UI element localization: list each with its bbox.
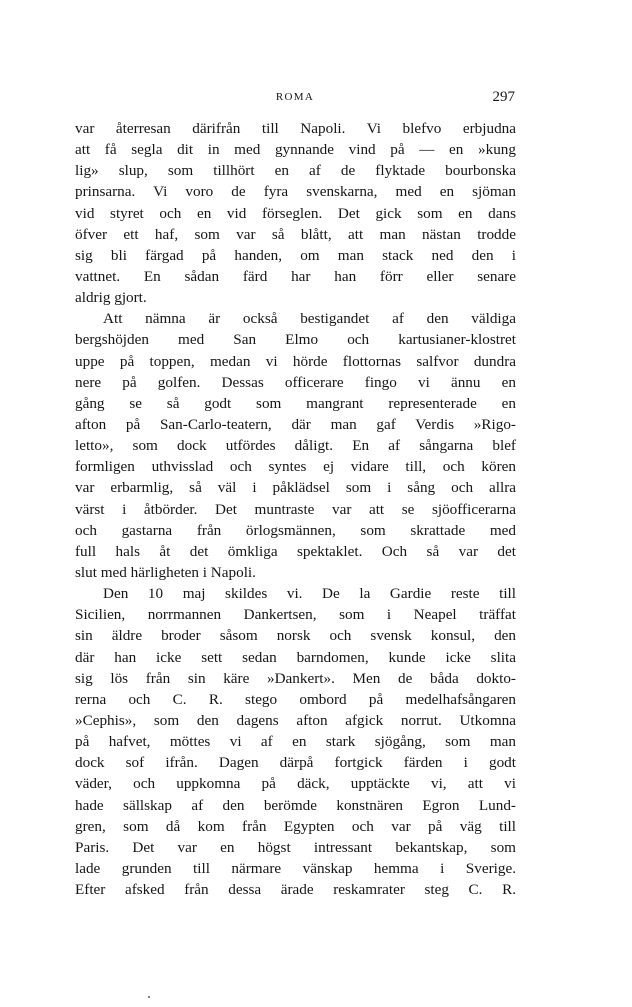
text-line: väder, och uppkomna på däck, upptäckte vi, att vi	[75, 775, 516, 793]
page-speck	[148, 996, 150, 998]
text-line: letto», som dock utfördes dåligt. En af sångarna blef	[75, 437, 516, 455]
text-line: Sicilien, norrmannen Dankertsen, som i Neapel träffat	[75, 606, 516, 624]
text-line: sin äldre broder såsom norsk och svensk konsul, den	[75, 627, 516, 645]
text-line: lig» slup, som tillhört en af de flyktade bourbonska	[75, 162, 516, 180]
text-line: öfver ett haf, som var så blått, att man nästan trodde	[75, 225, 516, 243]
text-line: nere på golfen. Dessas officerare fingo vi ännu en	[75, 373, 516, 391]
text-line: bergshöjden med San Elmo och kartusianer-klostret	[75, 331, 516, 349]
text-line: sig lös från sin käre »Dankert». Men de båda dokto-	[75, 669, 516, 687]
text-line: gång se så godt som mangrant representerade en	[75, 394, 516, 412]
text-line: på hafvet, möttes vi af en stark sjögång, som man	[75, 733, 516, 751]
text-line: Den 10 maj skildes vi. De la Gardie reste till	[103, 585, 516, 603]
text-line: rerna och C. R. stego ombord på medelhafsångaren	[75, 690, 516, 708]
text-line: prinsarna. Vi voro de fyra svenskarna, med en sjöman	[75, 183, 516, 201]
text-line: värst i åtbörder. Det muntraste var att se sjöofficerarna	[75, 500, 516, 518]
text-line: »Cephis», som den dagens afton afgick norrut. Utkomna	[75, 711, 516, 729]
text-line: gren, som då kom från Egypten och var på väg till	[75, 817, 516, 835]
text-line: vid styret och en vid förseglen. Det gick som en dans	[75, 204, 516, 222]
text-line: vattnet. En sådan färd har han förr eller senare	[75, 267, 516, 285]
text-line: formligen uthvisslad och syntes ej vidare till, och kören	[75, 458, 516, 476]
text-line: där han icke sett sedan barndomen, kunde icke slita	[75, 648, 516, 666]
text-line: slut med härligheten i Napoli.	[75, 563, 256, 581]
text-line: full hals åt det ömkliga spektaklet. Och så var det	[75, 542, 516, 560]
text-line: var återresan därifrån till Napoli. Vi blefvo erbjudna	[75, 120, 516, 137]
text-line: Efter afsked från dessa ärade reskamrater steg C. R.	[75, 881, 516, 899]
text-line: Att nämna är också bestigandet af den väldiga	[103, 310, 516, 328]
text-line: var erbarmlig, så väl i påklädsel som i sång och allra	[75, 479, 516, 497]
text-line: Paris. Det var en högst intressant bekantskap, som	[75, 838, 516, 856]
text-line: aldrig gjort.	[75, 289, 147, 307]
body-text	[75, 118, 516, 900]
text-line: afton på San-Carlo-teatern, där man gaf Verdis »Rigo-	[75, 415, 516, 433]
text-line: lade grunden till närmare vänskap hemma i Sverige.	[75, 859, 516, 877]
running-head	[75, 89, 515, 107]
text-line: och gastarna från örlogsmännen, som skrattade med	[75, 521, 516, 539]
text-line: att få segla dit in med gynnande vind på — en »kung	[75, 141, 516, 159]
page-number: 297	[492, 89, 515, 105]
text-line: sig bli färgad på handen, om man stack ned den i	[75, 246, 516, 264]
text-line: uppe på toppen, medan vi hörde flottornas salfvor dundra	[75, 352, 516, 370]
running-title: ROMA	[275, 91, 315, 103]
text-line: hade sällskap af den berömde konstnären Egron Lund-	[75, 796, 516, 814]
text-line: dock sof ifrån. Dagen därpå fortgick färden i godt	[75, 754, 516, 772]
